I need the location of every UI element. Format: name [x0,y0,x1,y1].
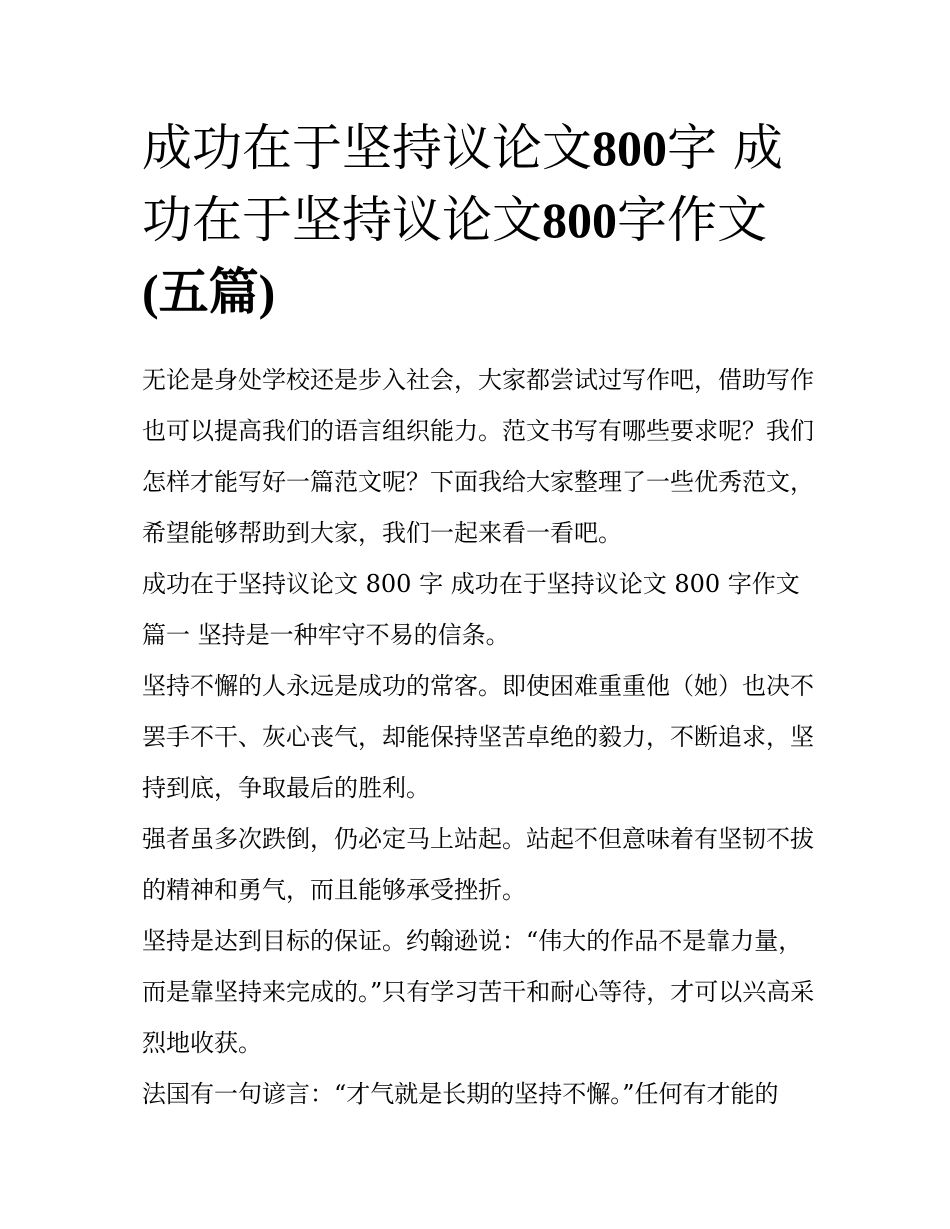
paragraph: 坚持不懈的人永远是成功的常客。即使困难重重他（她）也决不罢手不干、灰心丧气，却能保持坚苦卓绝的毅力，不断追求，坚持到底，争取最后的胜利。 [142,672,814,802]
title-line1-text: 成功在于坚持议论文 [142,119,592,177]
title-line3: (五篇) [142,264,276,320]
title-line2-number: 800 [542,192,617,248]
paragraph: 坚持是达到目标的保证。约翰逊说：“伟大的作品不是靠力量，而是靠坚持来完成的。”只有学习苦干和耐心等待，才可以兴高采烈地收获。 [142,927,815,1057]
title-line1-text-end: 字 成 [667,119,783,177]
paragraph: 强者虽多次跌倒，仍必定马上站起。站起不但意味着有坚韧不拔的精神和勇气，而且能够承受挫折。 [142,825,814,904]
paragraph: 法国有一句谚言：“才气就是长期的坚持不懈。”任何有才能的 [142,1080,779,1108]
title-line2-text-end: 字作文 [617,191,767,249]
paragraph-essay-heading: 成功在于坚持议论文 800 字 成功在于坚持议论文 800 字作文篇一 坚持是一种牢守不易的信条。 [142,570,800,649]
document-title [142,112,822,328]
document-body [142,355,822,1120]
title-line1-number: 800 [592,120,667,176]
paragraph-intro: 无论是身处学校还是步入社会，大家都尝试过写作吧，借助写作也可以提高我们的语言组织能力。范文书写有哪些要求呢？我们怎样才能写好一篇范文呢？下面我给大家整理了一些优秀范文，希望能够帮助到大家，我们一起来看一看吧。 [142,366,814,547]
title-line2-text: 功在于坚持议论文 [142,191,542,249]
